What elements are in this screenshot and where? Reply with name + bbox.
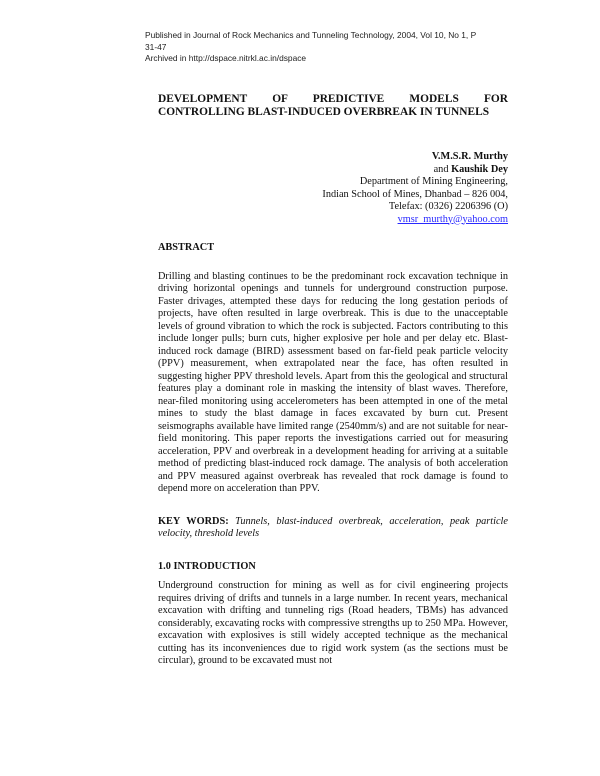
email-link[interactable]: vmsr_murthy@yahoo.com [397,213,508,225]
abstract-text: Drilling and blasting continues to be the predominant rock excavation technique in driving horizontal openings and tunnels for underground construction purpose. Faster drivages, attempted these days for reducing the long gestation periods of projects, have often resulted in large overbreak. This is due to the unacceptable levels of ground vibration to which the rock is subjected. Factors contributing to this include longer pulls; burn cuts, higher explosive per hole and per delay etc. Blast-induced rock damage (BIRD) assessment based on far-field peak particle velocity (PPV) measurement, when extrapolated near the face, has often resulted in suggesting higher PPV threshold levels. Apart from this the geological and structural features play a dominant role in masking the intensity of blast waves. Therefore, near-filed monitoring using accelerometers has been attempted in one of the metal mines to study the blast damage in faces excavated by burn cut. Present seismographs available have limited range (2540mm/s) and are not suitable for near-field monitoring. This paper reports the investigations carried out for measuring acceleration, PPV and overbreak in a development heading for arriving at a suitable method of predicting blast-induced rock damage. The analysis of both acceleration and PPV measured against overbreak has revealed that rock damage is found to depend more on acceleration than PPV. [158,270,508,494]
affiliation-school: Indian School of Mines, Dhanbad – 826 004, [322,188,508,200]
introduction-text: Underground construction for mining as well as for civil engineering projects requires driving of drifts and tunnels in a large number. In recent years, mechanical excavation with drifting and tunneling rigs (Road headers, TBMs) has advanced considerably, excavating rocks with compressive strengths up to 250 MPa. However, excavation with explosives is still widely accepted technique as the mechanical cutting has its inconveniences due to rigid work system (as the sections must be circular), ground to be excavated must not [158,580,508,666]
author-2: Kaushik Dey [451,163,508,175]
paper-body [158,93,508,668]
abstract-heading: ABSTRACT [158,242,215,253]
affiliation-dept: Department of Mining Engineering, [359,176,508,187]
introduction-heading: 1.0 INTRODUCTION [158,560,256,572]
telefax: Telefax: (0326) 2206396 (O) [388,201,508,212]
keywords-label: KEY WORDS: [158,515,229,527]
keywords-paragraph [158,516,508,541]
author-2-line [158,164,508,177]
archive-note: Archived in http://dspace.nitrkl.ac.in/dspace [145,53,307,63]
journal-citation: Published in Journal of Rock Mechanics and Tunneling Technology, 2004, Vol 10, No 1, P [145,30,477,40]
author-1: V.M.S.R. Murthy [431,151,508,162]
author-block [158,151,508,226]
and-text: and [433,163,449,175]
paper-title: DEVELOPMENT OF PREDICTIVE MODELS FOR CONTROLLING BLAST-INDUCED OVERBREAK IN TUNNELS [158,93,508,118]
keywords-text: Tunnels, blast-induced overbreak, acceleration, peak particle velocity, threshold levels [158,515,508,539]
journal-header [145,30,525,65]
journal-pages: 31-47 [145,41,167,52]
